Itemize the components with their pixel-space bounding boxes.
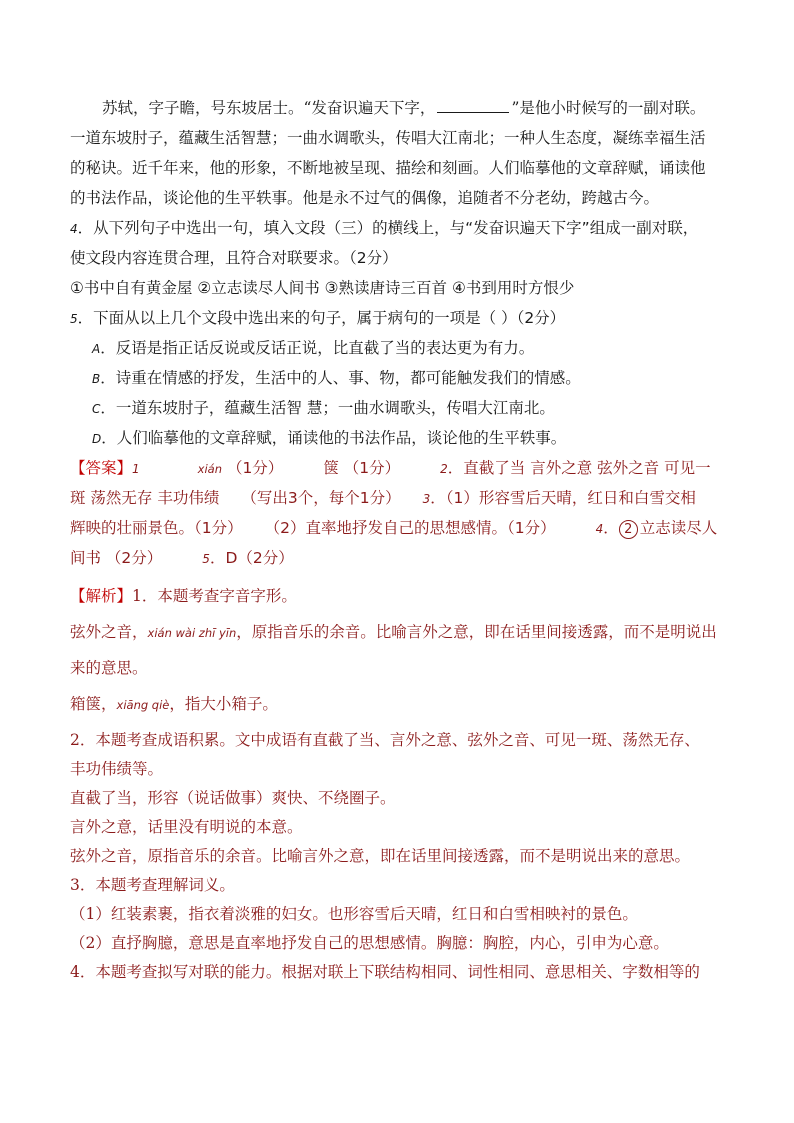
intro-line-3: 的秘诀。近千年来，他的形象，不断地被呈现、描绘和刻画。人们临摹他的文章辞赋，诵读他 xyxy=(70,159,706,177)
answer-score: （1分） xyxy=(226,459,284,477)
analysis-line-11: （1）红装素裹，指衣着淡雅的妇女。也形容雪后天晴，红日和白雪相映衬的景色。 xyxy=(70,905,638,923)
analysis-line-8: 言外之意，话里没有明说的本意。 xyxy=(70,818,303,836)
option-a xyxy=(70,333,734,363)
option-text: ．人们临摹他的文章辞赋，诵读他的书法作品，谈论他的生平轶事。 xyxy=(101,429,567,447)
option-letter: A xyxy=(92,342,101,356)
analysis-label: 【解析】 xyxy=(70,587,133,605)
analysis-line-9: 弦外之音，原指音乐的余音。比喻言外之意，即在话里间接透露，而不是明说出来的意思。 xyxy=(70,847,691,865)
analysis-text: 箱箧， xyxy=(70,695,117,713)
intro-line-1 xyxy=(70,93,734,123)
analysis-line-10: 3．本题考查理解词义。 xyxy=(70,876,235,894)
answer-line-2 xyxy=(70,483,734,513)
analysis-text: 弦外之音， xyxy=(70,623,148,641)
answer-num: 1 xyxy=(132,462,140,476)
option-text: ．一道东坡肘子，蕴藏生活智 慧；一曲水调歌头，传唱大江南北。 xyxy=(100,399,555,417)
intro-line-4: 的书法作品，谈论他的生平轶事。他是永不过气的偶像，追随者不分老幼，跨越古今。 xyxy=(70,189,660,207)
question-text: ．下面从以上几个文段中选出来的句子，属于病句的一项是（ ）（2分） xyxy=(77,309,566,327)
option-text: ．反语是指正话反说或反话正说，比直截了当的表达更为有力。 xyxy=(100,339,535,357)
question-number: 5 xyxy=(70,312,78,326)
answer-text: 辉映的壮丽景色。（1分） xyxy=(70,519,243,537)
answer-line-1 xyxy=(70,453,734,483)
question-5-stem xyxy=(70,303,734,333)
answer-label: 【答案】 xyxy=(70,459,133,477)
analysis-line-5: 2．本题考查成语积累。文中成语有直截了当、言外之意、弦外之音、可见一斑、荡然无存、 xyxy=(70,731,700,749)
answer-num: 5 xyxy=(202,552,210,566)
analysis-pinyin: xián wài zhī yīn xyxy=(147,626,237,640)
answer-text: （2）直率地抒发自己的思想感情。（1分） xyxy=(264,519,556,537)
analysis-line-7: 直截了当，形容（说话做事）爽快、不绕圈子。 xyxy=(70,789,396,807)
analysis-pinyin: xiāng qiè xyxy=(116,698,170,712)
option-b xyxy=(70,363,734,393)
option-letter: C xyxy=(92,402,101,416)
answer-text: 立志读尽人 xyxy=(639,519,718,537)
answer-line-4 xyxy=(70,543,734,573)
question-number: 4 xyxy=(70,222,78,236)
analysis-line-13: 4．本题考查拟写对联的能力。根据对联上下联结构相同、词性相同、意思相关、字数相等的 xyxy=(70,963,700,981)
answer-pinyin: xián xyxy=(197,462,222,476)
question-text: ．从下列句子中选出一句，填入文段（三）的横线上，与“发奋识遍天下字”组成一副对联， xyxy=(77,219,699,237)
answer-text: ．D（2分） xyxy=(209,549,294,567)
answer-text: ．直截了当 言外之意 弦外之音 可见一 xyxy=(447,459,711,477)
fill-blank xyxy=(437,98,509,113)
analysis-line-2 xyxy=(70,617,734,647)
option-c xyxy=(70,393,734,423)
analysis-line-12: （2）直抒胸臆，意思是直率地抒发自己的思想感情。胸臆：胸腔，内心，引申为心意。 xyxy=(70,934,669,952)
answer-text: ．（1）形容雪后天晴，红日和白雪交相 xyxy=(430,489,696,507)
answer-num: 2 xyxy=(440,462,448,476)
option-d xyxy=(70,423,734,453)
analysis-line-4 xyxy=(70,689,734,719)
answer-text: 斑 荡然无存 丰功伟绩 xyxy=(70,489,220,507)
intro-text: 苏轼，字子瞻，号东坡居士。“发奋识遍天下字， xyxy=(102,99,436,117)
option-text: ．诗重在情感的抒发，生活中的人、事、物，都可能触发我们的情感。 xyxy=(100,369,581,387)
question-4-options: ①书中自有黄金屋 ②立志读尽人间书 ③熟读唐诗三百首 ④书到用时方恨少 xyxy=(70,279,575,297)
analysis-text: 1．本题考查字音字形。 xyxy=(132,587,297,605)
intro-line-2: 一道东坡肘子，蕴藏生活智慧；一曲水调歌头，传唱大江南北；一种人生态度，凝练幸福生活 xyxy=(70,129,706,147)
analysis-line-6: 丰功伟绩等。 xyxy=(70,760,164,778)
analysis-text: ，原指音乐的余音。比喻言外之意，即在话里间接透露，而不是明说出 xyxy=(236,623,717,641)
intro-text-end: ”是他小时候写的一副对联。 xyxy=(511,99,706,117)
option-letter: D xyxy=(92,432,102,446)
analysis-text: ，指大小箱子。 xyxy=(169,695,278,713)
answer-text: 间书 （2分） xyxy=(70,549,163,567)
analysis-line-1 xyxy=(70,581,734,611)
answer-score: （1分） xyxy=(343,459,401,477)
answer-line-3: 辉映的壮丽景色。（1分） （2）直率地抒发自己的思想感情。（1分） 4． 2 立志读尽人 xyxy=(70,519,718,537)
option-letter: B xyxy=(92,372,101,386)
answer-num: 3 xyxy=(422,492,431,506)
answer-num: 4 xyxy=(595,522,604,536)
answer-text: （写出3个，每个1分） xyxy=(241,489,401,507)
document-page xyxy=(70,93,734,987)
circled-number: 2 xyxy=(619,520,638,539)
question-4-line-2: 使文段内容连贯合理，且符合对联要求。（2分） xyxy=(70,249,398,267)
question-4-line-1 xyxy=(70,213,734,243)
analysis-line-3: 来的意思。 xyxy=(70,659,148,677)
answer-char: 箧 xyxy=(323,459,339,477)
